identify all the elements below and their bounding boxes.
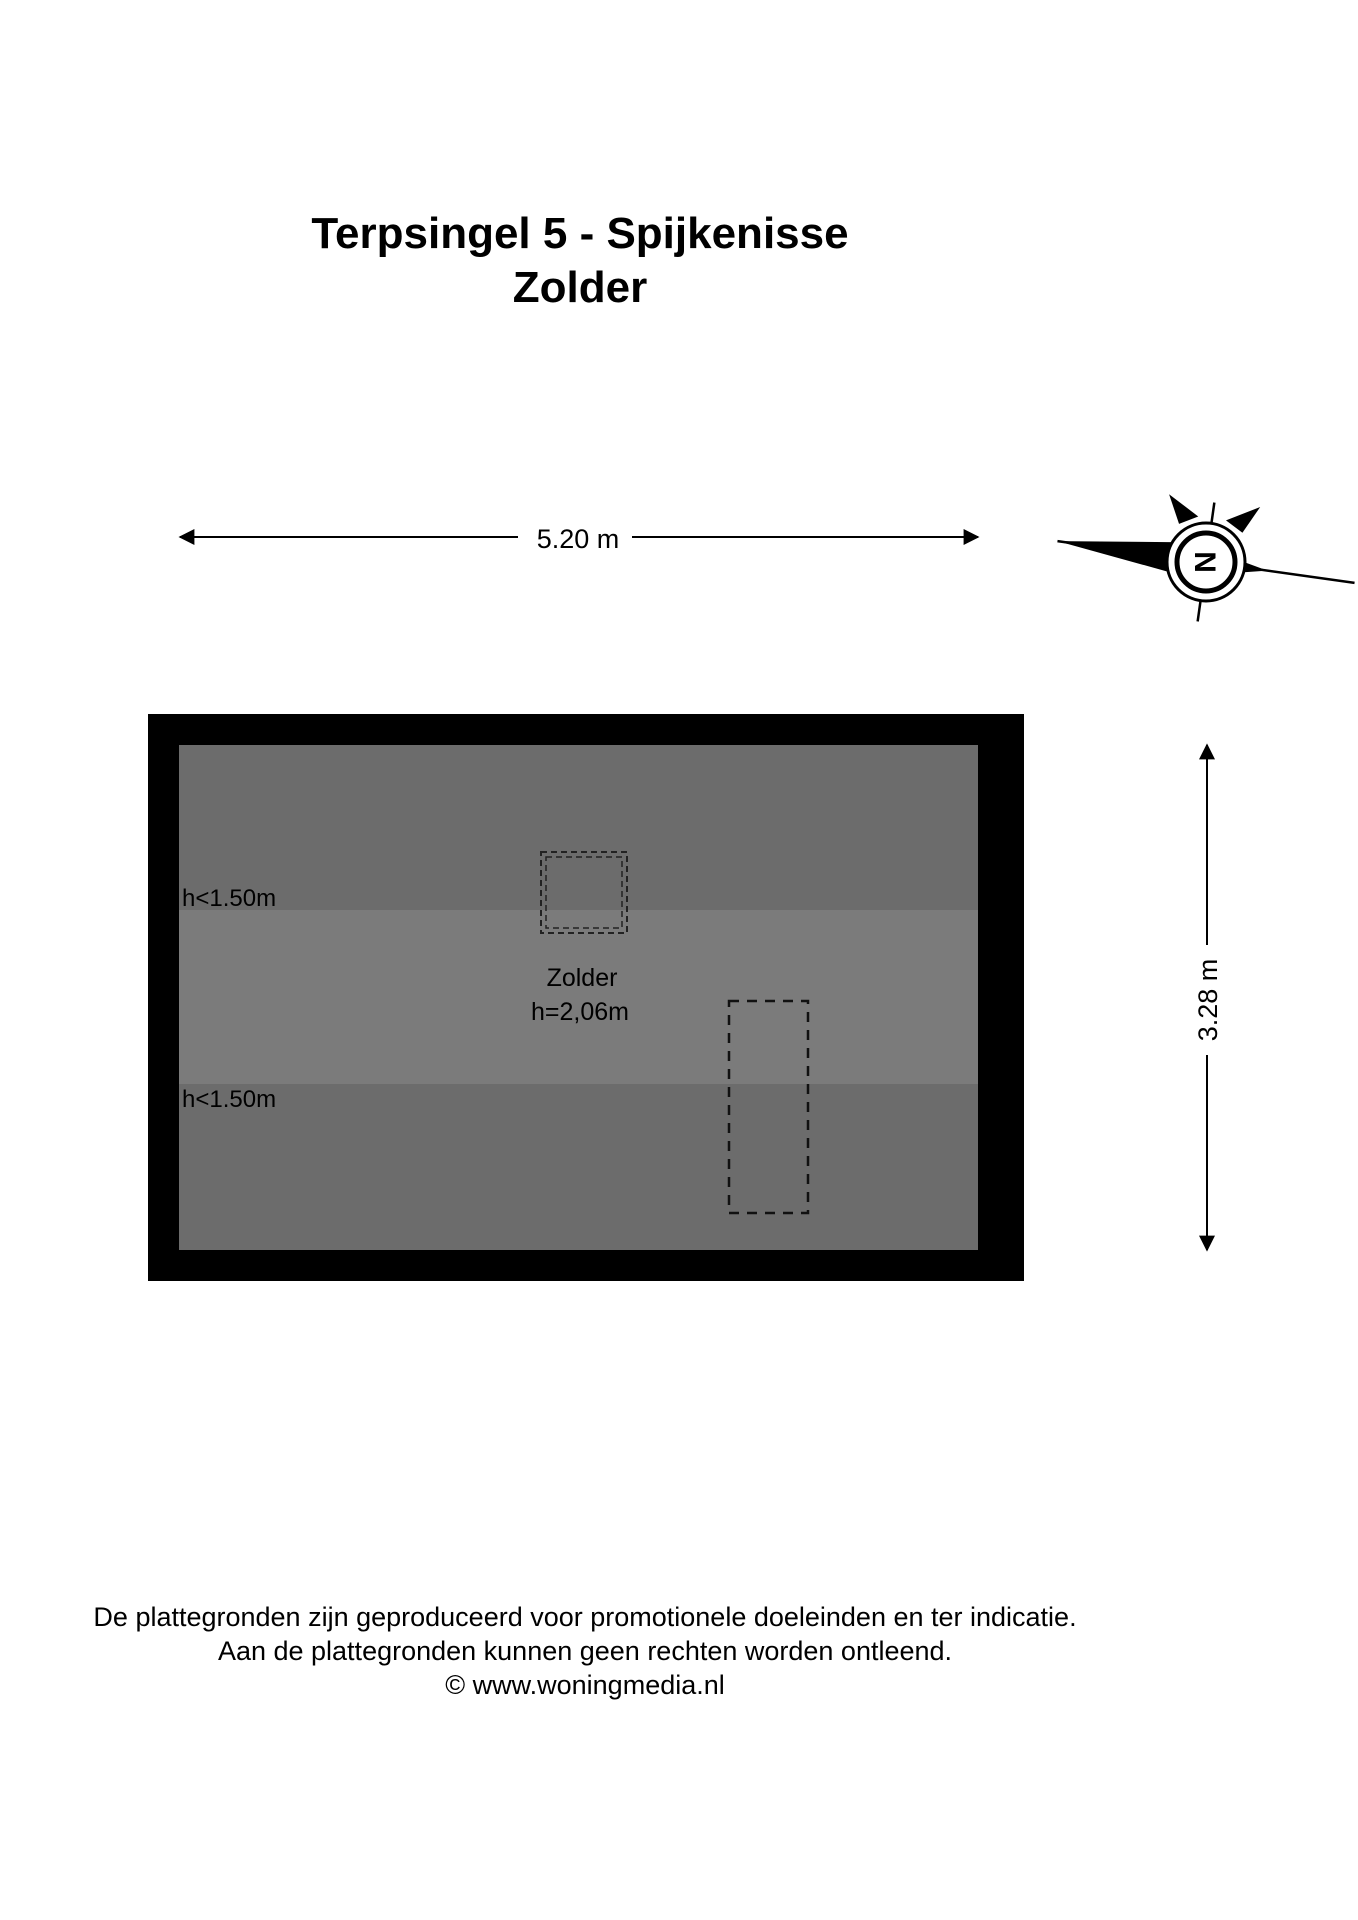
low-height-label-top: h<1.50m [182, 885, 277, 912]
compass-east-tick [1165, 494, 1201, 526]
compass-north-icon [1049, 480, 1358, 643]
disclaimer-line-1: De plattegronden zijn geproduceerd voor promotionele doeleinden en ter indicatie. [93, 1602, 1077, 1632]
depth-dimension [1193, 745, 1223, 1250]
compass-north-label: N [1189, 551, 1223, 573]
copyright-line: © www.woningmedia.nl [445, 1670, 725, 1700]
plan-title-floor: Zolder [512, 263, 648, 312]
full-height-zone [179, 910, 978, 1084]
low-height-label-bottom: h<1.50m [182, 1086, 277, 1113]
width-dimension-label: 5.20 m [536, 524, 620, 554]
room-name-label: Zolder [546, 964, 618, 992]
depth-dimension-label: 3.28 m [1193, 958, 1223, 1042]
compass-north-pointer [1055, 525, 1180, 574]
room-height-label: h=2,06m [531, 998, 629, 1026]
disclaimer-line-2: Aan de plattegronden kunnen geen rechten worden ontleend. [217, 1636, 953, 1666]
width-dimension [180, 524, 978, 554]
plan-title-address: Terpsingel 5 - Spijkenisse [311, 209, 849, 258]
attic-room [148, 714, 1024, 1281]
